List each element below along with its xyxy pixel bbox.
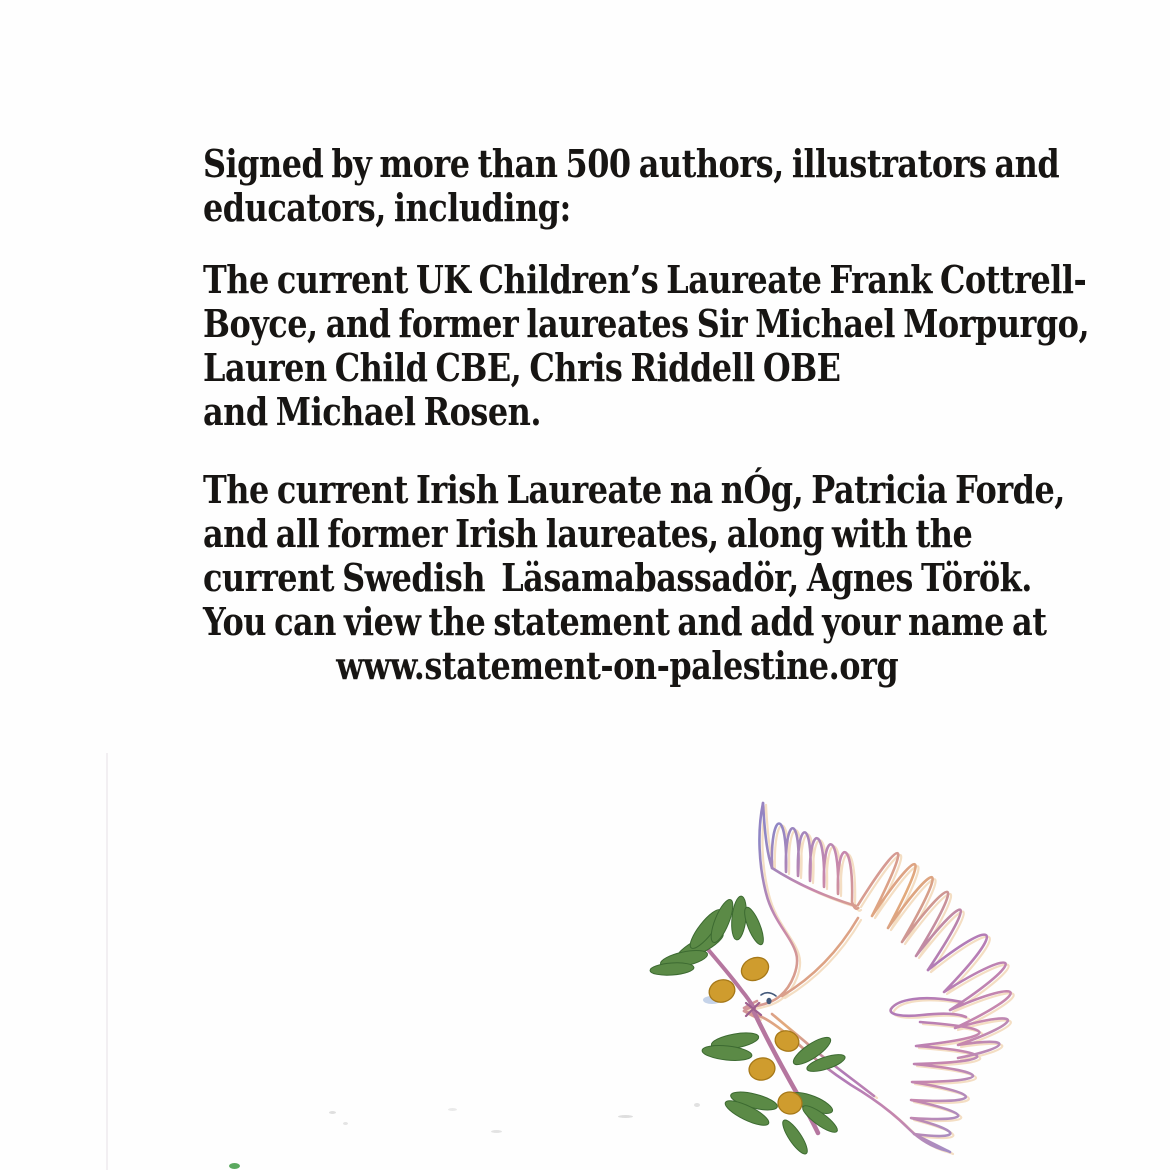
text-line: and Michael Rosen. [203,389,541,434]
scan-artifact [229,1163,240,1169]
page-edge-artifact [106,753,108,1170]
text-line: The current Irish Laureate na nÓg, Patricia Forde, [203,467,1065,512]
text-line: You can view the statement and add your name at [203,599,1047,644]
dove-eyelid [761,993,776,996]
text-line: and all former Irish laureates, along with the [203,511,973,556]
scan-artifact [491,1130,502,1133]
olive-leaves [650,895,847,1157]
dove-pupil [766,998,771,1004]
dove-illustration [600,770,1080,1170]
text-line: educators, including: [203,185,571,230]
olive-branch [650,895,847,1157]
text-line: Lauren Child CBE, Chris Riddell OBE [203,345,841,390]
text-line: The current UK Children’s Laureate Frank Cottrell- [203,257,1087,302]
scan-artifact [329,1111,336,1114]
scan-artifact [343,1122,348,1125]
scan-artifact [448,1108,457,1111]
text-line: Signed by more than 500 authors, illustrators and [203,141,1060,186]
text-line: Boyce, and former laureates Sir Michael Morpurgo, [203,301,1090,346]
text-line: current Swedish Läsamabassadör, Agnes Török. [203,555,1032,600]
statement-text [203,108,1090,688]
statement-url: www.statement-on-palestine.org [336,643,899,688]
